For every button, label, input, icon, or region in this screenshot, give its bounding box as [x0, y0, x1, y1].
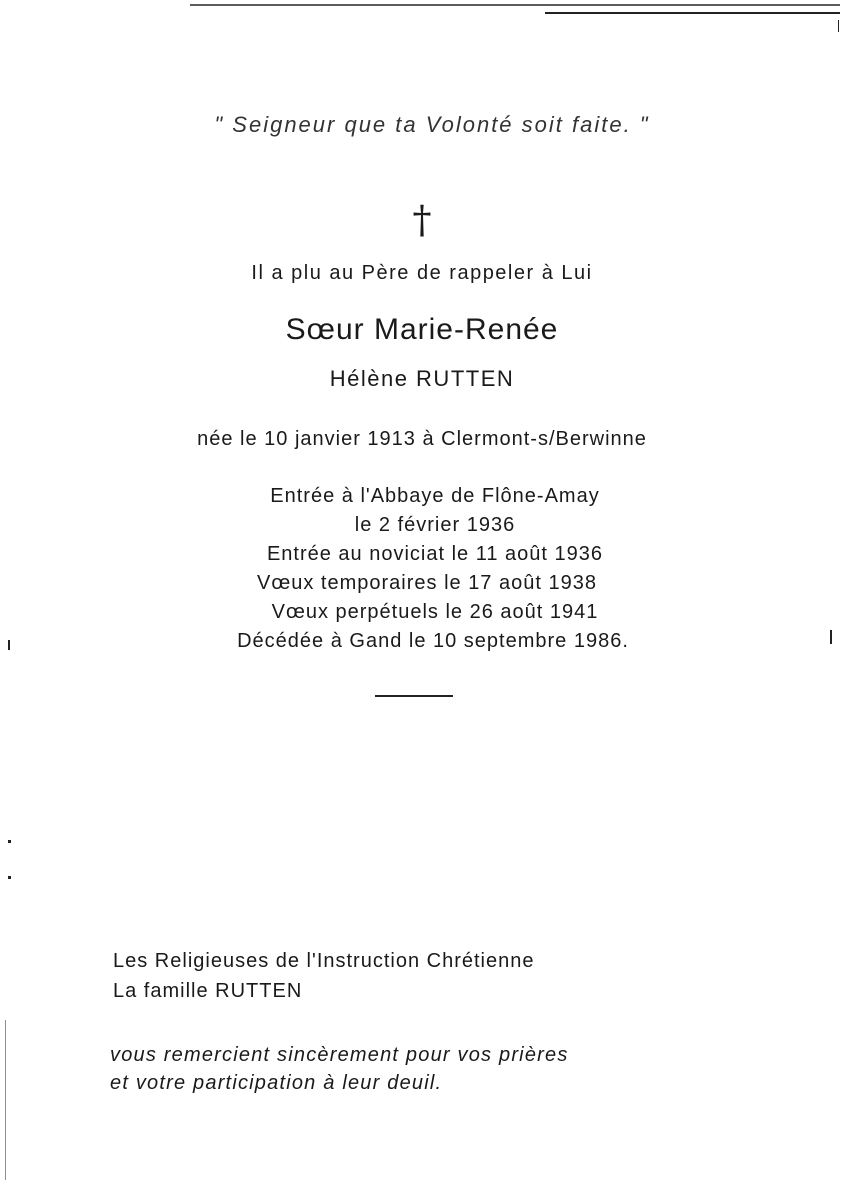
signatory: La famille RUTTEN: [113, 980, 303, 1002]
life-event: Vœux temporaires le 17 août 1938: [257, 572, 597, 594]
scan-speck: [8, 876, 11, 879]
birth-line: née le 10 janvier 1913 à Clermont-s/Berwinne: [197, 428, 647, 450]
motto: " Seigneur que ta Volonté soit faite. ": [214, 112, 650, 137]
thanks-line: et votre participation à leur deuil.: [110, 1072, 443, 1094]
thanks-message: [110, 1041, 569, 1097]
life-event: Entrée au noviciat le 11 août 1936: [266, 543, 604, 565]
life-events: [0, 482, 844, 656]
scan-speck: [5, 1020, 6, 1180]
scan-speck: [830, 630, 832, 644]
life-event: Décédée à Gand le 10 septembre 1986.: [237, 630, 629, 652]
intro-line: Il a plu au Père de rappeler à Lui: [251, 262, 593, 284]
divider: [375, 695, 453, 697]
scan-speck: [8, 640, 10, 650]
scan-speck: [8, 840, 11, 843]
signatory: Les Religieuses de l'Instruction Chrétienne: [113, 950, 535, 972]
religious-name: Sœur Marie-Renée: [285, 313, 559, 346]
scan-edge-line: [190, 4, 840, 6]
signatories: [113, 946, 534, 1006]
scan-speck: [838, 20, 839, 32]
scan-edge-line: [545, 12, 840, 14]
thanks-line: vous remercient sincèrement pour vos prières: [110, 1044, 569, 1066]
life-event: Entrée à l'Abbaye de Flône-Amay: [270, 485, 600, 507]
civil-name: Hélène RUTTEN: [329, 366, 515, 391]
life-event: le 2 février 1936: [354, 514, 516, 536]
cross-icon: †: [412, 198, 432, 242]
life-event: Vœux perpétuels le 26 août 1941: [271, 601, 599, 623]
